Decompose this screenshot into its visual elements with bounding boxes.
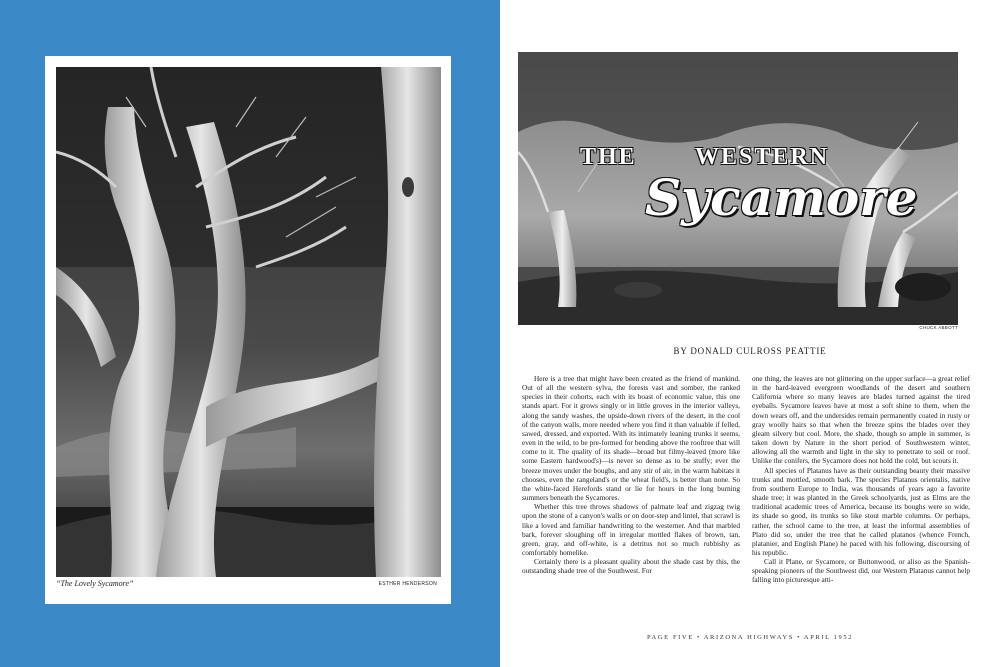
title-sycamore: Sycamore	[645, 168, 918, 227]
photo-credit-left: ESTHER HENDERSON	[378, 581, 437, 587]
photo-caption: “The Lovely Sycamore”	[56, 579, 134, 588]
article-byline: BY DONALD CULROSS PEATTIE	[673, 346, 827, 356]
article-column-2	[752, 374, 970, 585]
paragraph: Certainly there is a pleasant quality about the shade cast by this, the outstanding shade tree of the Southwest. For	[522, 557, 740, 576]
paragraph: All species of Platanus have as their outstanding beauty their massive trunks and mottled, smooth bark. The species Platanus orientalis, native from southern Europe to India, was thousands of years ago a favorite shade tree; it was planted in the Greek schoolyards, just as Elms are the traditional academic trees of America, because its boughs were so wide, its shade so good, its trunks so like stout marble columns. Or perhaps, rather, the school came to the tree, at least the informal assemblies of Plato did so, under the tree that he called platanos (whence French, platanier, and English Plane) he paced with his following, discoursing of his republic.	[752, 465, 970, 557]
title-western: WESTERN	[695, 144, 830, 170]
paragraph: Whether this tree throws shadows of palmate leaf and zigzag twig upon the stone of a canyon's walls or on door-step and lintel, that scrawl is like a loved and familiar handwriting to the westerner. And that marbled bark, forever sloughing off in irregular mottled flakes of brown, tan, green, gray, and off-white, is a detritus not so much rubbishy as comfortably homelike.	[522, 502, 740, 557]
title-the: THE	[580, 144, 637, 170]
page-footer: PAGE FIVE • ARIZONA HIGHWAYS • APRIL 1952	[646, 634, 854, 641]
paragraph: Call it Plane, or Sycamore, or Buttonwood, or aliso as the Spanish-speaking pioneers of the Southwest did, our Western Platanus cannot help falling into picturesque atti-	[752, 557, 970, 585]
left-photo-card	[45, 56, 451, 604]
paragraph: Here is a tree that might have been created as the friend of mankind. Out of all the western sylva, the forests vast and somber, the ranked species in their cohorts, each with its boast of economic value, this one stands apart. For it grows singly or in little groves in the interior valleys, along the sandy washes, the upside-down rivers of the desert, in the cool of the canyon walls, more needed where you find it than valuable if felled, sawed, dressed, and exported. With its intimately leaning trunks it seems, even in the wild, to be pre-formed for bending above the rooftree that will come to it. The quality of its shade—broad but filmy-leaved (more like some Eastern hardwood's)—is never so dense as to be stuffy; ever the breeze moves under the boughs, and any stir of air, in the warm habitats it chooses, even the rangeland's or the wheat field's, is better than none. So the white-faced Herefords stand or lie for hours in the long burning summers beneath the Sycamores.	[522, 374, 740, 503]
paragraph: one thing, the leaves are not glittering on the upper surface—a great relief in the hard-leaved evergreen woodlands of the desert and southern California where so many leaves are blades turned against the tired eyeballs. Sycamore leaves have at most a soft shine to them, when the down wears off, and the undersides remain permanently coated in rusty or gray woolly hairs so that when the breeze spins the blades over they gleam silvery but cool. More, the shade, though so ample in summer, is taken down by Nature in the short period of Southwestern winter, allowing all the warmth and light in the sky to penetrate to soil or roof. Unlike the conifers, the Sycamore does not hold the cold, but scouts it.	[752, 374, 970, 466]
photo-credit-right: CHUCK ABBOTT	[919, 325, 958, 330]
right-page	[500, 0, 1000, 667]
article-column-1	[522, 374, 740, 575]
sycamore-photo-left	[56, 67, 441, 577]
